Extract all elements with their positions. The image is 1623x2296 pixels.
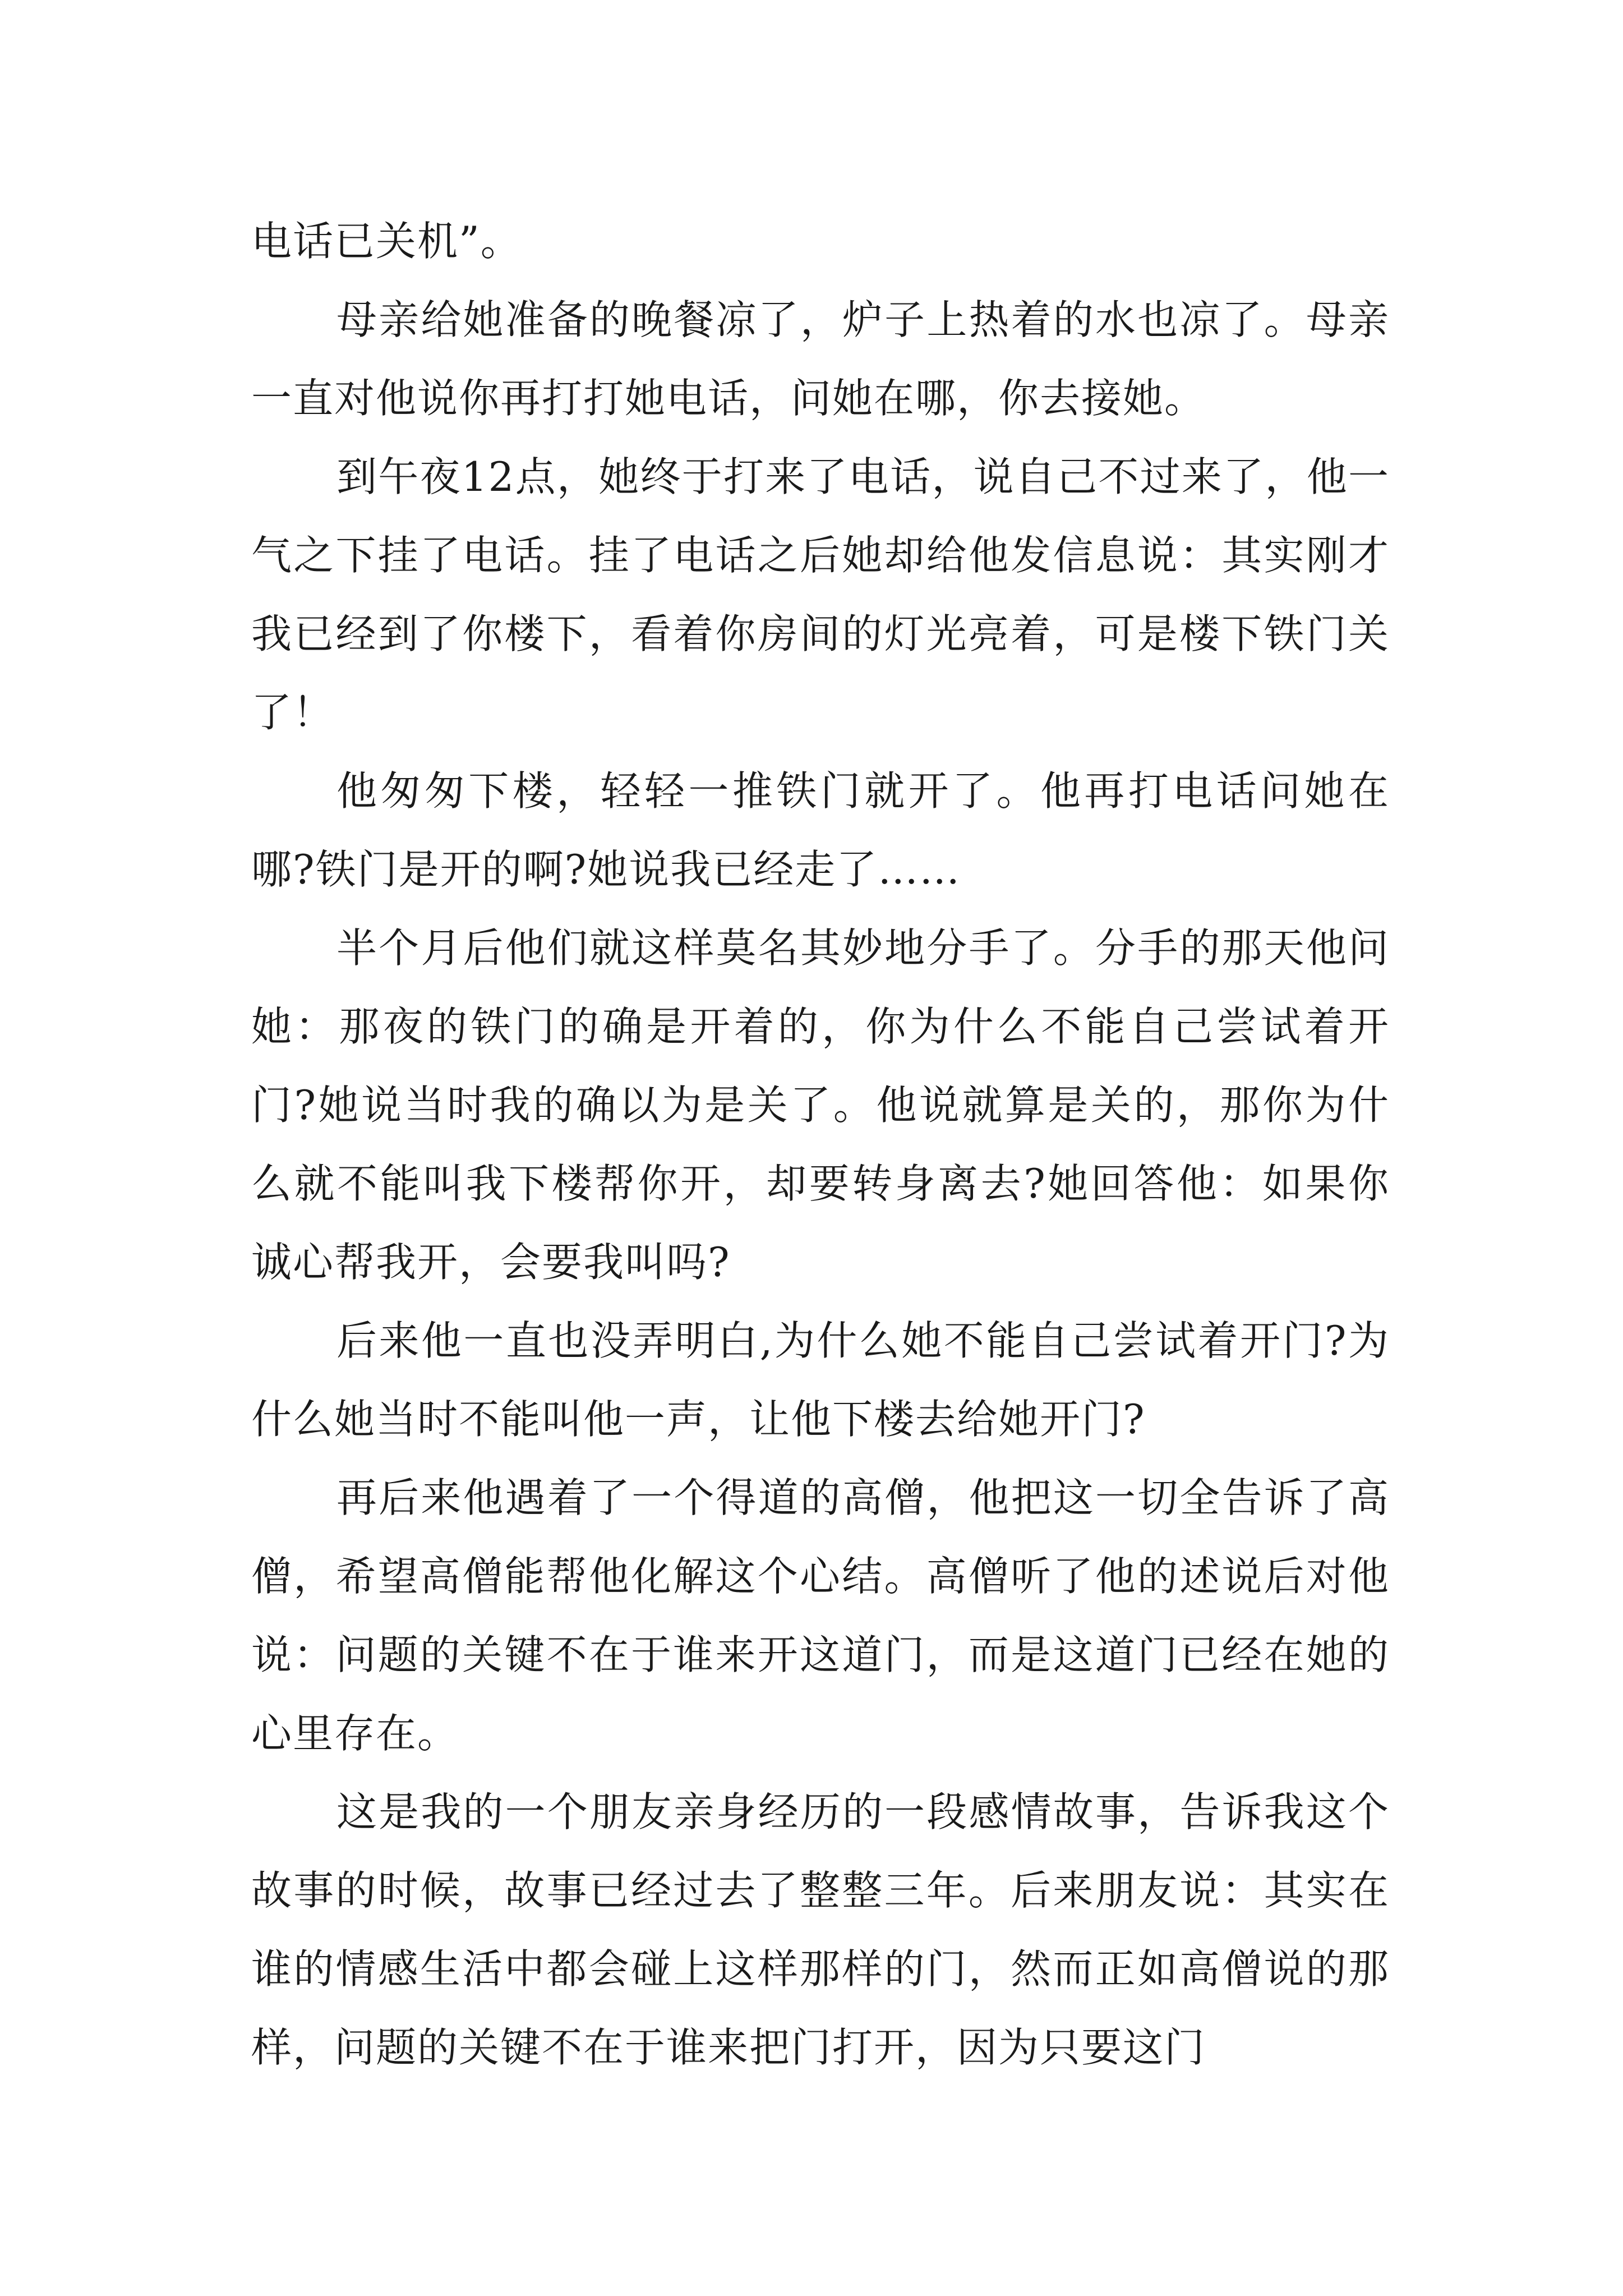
paragraph: 他匆匆下楼，轻轻一推铁门就开了。他再打电话问她在哪?铁门是开的啊?她说我已经走了……	[251, 767, 1390, 893]
body-text	[251, 202, 1390, 2087]
paragraph: 到午夜12点，她终于打来了电话，说自己不过来了，他一气之下挂了电话。挂了电话之后她却给他发信息说：其实刚才我已经到了你楼下，看着你房间的灯光亮着，可是楼下铁门关了！	[251, 453, 1390, 736]
paragraph: 半个月后他们就这样莫名其妙地分手了。分手的那天他问她：那夜的铁门的确是开着的，你为什么不能自己尝试着开门?她说当时我的确以为是关了。他说就算是关的，那你为什么就不能叫我下楼帮你开，却要转身离去?她回答他：如果你诚心帮我开，会要我叫吗?	[251, 924, 1390, 1286]
paragraph: 母亲给她准备的晚餐凉了，炉子上热着的水也凉了。母亲一直对他说你再打打她电话，问她在哪，你去接她。	[251, 296, 1390, 422]
paragraph: 再后来他遇着了一个得道的高僧，他把这一切全告诉了高僧，希望高僧能帮他化解这个心结。高僧听了他的述说后对他说：问题的关键不在于谁来开这道门，而是这道门已经在她的心里存在。	[251, 1474, 1390, 1757]
paragraph: 这是我的一个朋友亲身经历的一段感情故事，告诉我这个故事的时候，故事已经过去了整整三年。后来朋友说：其实在谁的情感生活中都会碰上这样那样的门，然而正如高僧说的那样，问题的关键不在于谁来把门打开，因为只要这门	[251, 1788, 1390, 2071]
paragraph: 电话已关机”。	[251, 218, 522, 265]
paragraph: 后来他一直也没弄明白,为什么她不能自己尝试着开门?为什么她当时不能叫他一声，让他下楼去给她开门?	[251, 1317, 1390, 1443]
